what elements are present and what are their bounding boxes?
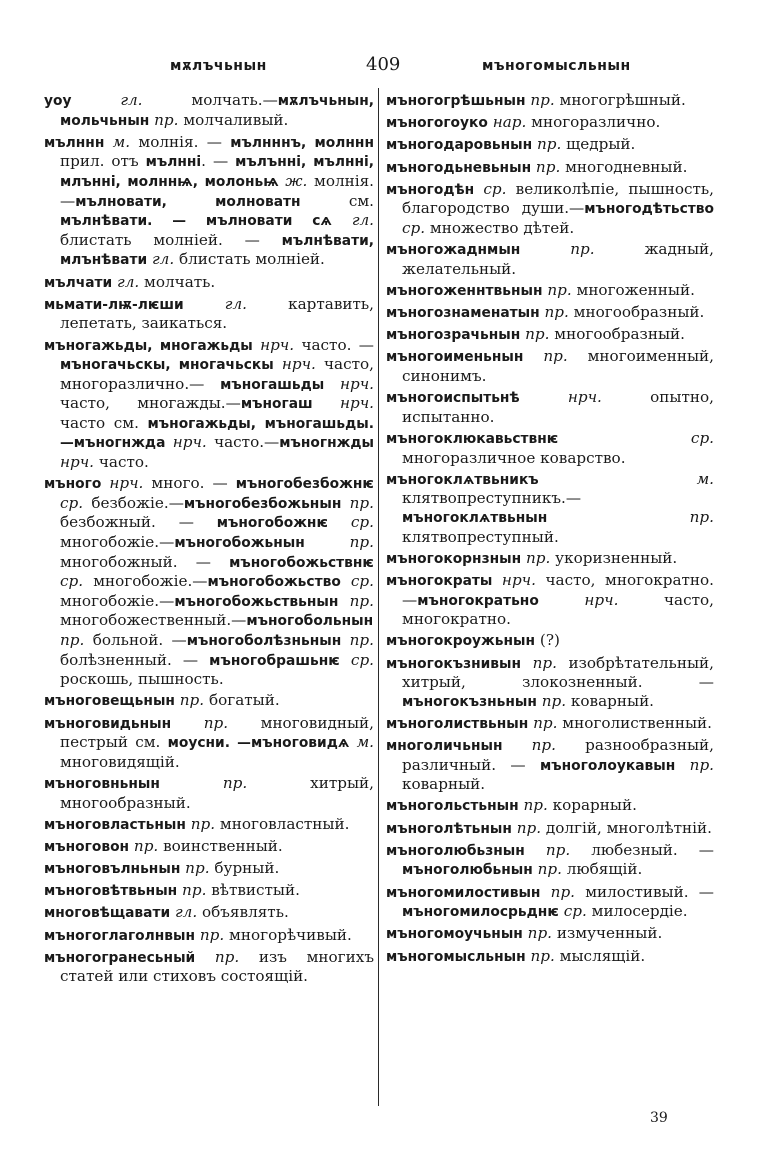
entry-headword: мъногоглаголнвын: [44, 927, 196, 944]
entry-definition: изъ многихъ статей или стиховъ состоящій.: [60, 947, 374, 986]
entry-headword: мъногократы: [386, 572, 493, 589]
entry-definition: корарный.: [547, 796, 637, 815]
grammar-label: гл.: [170, 903, 198, 922]
entry-headword: мъногознаменатын: [386, 305, 540, 322]
entry-headword: мъногольстьнын: [386, 798, 519, 815]
left-column: [44, 91, 374, 989]
entry-definition: прил. отъ: [60, 152, 146, 171]
entry-headword: мълнѣвати, млънѣвати: [60, 232, 374, 269]
dictionary-entry: [44, 926, 374, 946]
grammar-label: гл.: [183, 294, 247, 313]
entry-headword: многоличьнын: [386, 738, 503, 755]
entry-definition: многобожіе.—: [83, 572, 208, 591]
dictionary-entry: [386, 947, 714, 967]
entry-headword: мъноголюбьзнын: [386, 842, 525, 859]
entry-definition: жадный, желательный.: [402, 240, 714, 278]
grammar-label: ср.: [339, 650, 374, 669]
entry-definition: объявлять.: [197, 903, 289, 922]
dictionary-entry: [386, 325, 714, 345]
grammar-label: пр.: [177, 881, 207, 900]
entry-headword: мъногобезбожьнын: [183, 495, 342, 512]
entry-definition: блистать молніей. —: [60, 230, 282, 249]
grammar-label: ср.: [60, 572, 84, 591]
dictionary-entry: [386, 113, 714, 133]
dictionary-entry: [386, 924, 714, 944]
entry-definition: многогрѣшный.: [554, 91, 686, 109]
entry-headword: уоу: [44, 93, 72, 109]
dictionary-entry: [44, 837, 374, 857]
entry-headword: мъноголюбьнын: [402, 862, 533, 879]
entry-headword: мъногомилостивын: [386, 884, 541, 901]
entry-headword: мъногомысльнын: [386, 948, 526, 965]
entry-definition: хитрый, многообразный.: [60, 773, 374, 812]
dictionary-entry: [386, 158, 714, 178]
entry-definition: роскошь, пышность.: [60, 670, 224, 689]
entry-definition: многоименный, синонимъ.: [402, 347, 714, 386]
grammar-label: пр.: [540, 882, 576, 901]
entry-definition: многовидный, пестрый см.: [60, 713, 374, 752]
grammar-label: ср.: [60, 493, 84, 512]
entry-headword: мъногобожьствнѥ: [229, 554, 374, 571]
grammar-label: пр.: [525, 946, 555, 965]
entry-headword: мъногобожнѥ: [216, 515, 329, 532]
entry-definition: блистать молніей.: [174, 250, 325, 269]
entry-definition: коварный.: [402, 775, 486, 794]
entry-definition: любезный. —: [570, 840, 714, 859]
dictionary-entry: [44, 273, 374, 293]
entry-headword: мъногобольнын: [246, 613, 374, 630]
entry-definition: множество дѣтей.: [425, 218, 575, 237]
grammar-label: пр.: [675, 755, 714, 774]
signature-mark: 39: [650, 1110, 668, 1126]
grammar-label: м.: [104, 132, 131, 151]
entry-definition: молнія. —: [130, 132, 231, 151]
grammar-label: пр.: [341, 631, 374, 649]
entry-headword: мъногомилосрьднѥ: [402, 904, 559, 921]
grammar-label: нрч.: [519, 388, 602, 407]
entry-headword: мъноговон: [44, 838, 130, 855]
entry-definition: любящій.: [561, 860, 643, 879]
entry-definition: часто, многоразлично.—: [60, 355, 374, 393]
entry-definition: см.: [300, 191, 374, 210]
entry-definition: часто см.: [60, 413, 148, 432]
grammar-label: нрч.: [538, 590, 619, 609]
grammar-label: пр.: [195, 925, 225, 944]
entry-headword: мъноговидьнын: [44, 715, 172, 732]
entry-headword: мъноговѣтвьнын: [44, 883, 178, 900]
grammar-label: ж.: [278, 171, 308, 190]
grammar-label: пр.: [180, 859, 210, 878]
entry-headword: мълнннъ, молннн: [230, 134, 374, 151]
entry-headword: мъноголиствьнын: [386, 715, 529, 732]
grammar-label: м.: [538, 469, 714, 488]
entry-definition: часто. —: [294, 335, 374, 354]
grammar-label: м.: [349, 733, 374, 752]
grammar-label: ср.: [474, 179, 507, 198]
entry-headword: мъного: [44, 476, 102, 493]
entry-definition: многобожіе.—: [60, 591, 175, 610]
entry-headword: мъногачьскы, многачьскы: [60, 357, 274, 374]
grammar-label: пр.: [532, 860, 562, 879]
grammar-label: пр.: [520, 325, 550, 344]
dictionary-entry: [386, 549, 714, 569]
entry-definition: богатый.: [204, 691, 280, 710]
entry-definition: часто.: [94, 453, 149, 472]
dictionary-entry: [386, 819, 714, 839]
grammar-label: нар.: [487, 113, 527, 132]
entry-headword: мъногогоуко: [386, 115, 488, 132]
grammar-label: гл.: [147, 250, 175, 269]
entry-headword: мъногомоучьнын: [386, 926, 523, 943]
grammar-label: гл.: [112, 272, 140, 291]
entry-definition: молчать.: [139, 272, 216, 291]
entry-definition: коварный.: [566, 691, 655, 710]
entry-definition: многорѣчивый.: [224, 925, 352, 944]
grammar-label: пр.: [522, 924, 553, 943]
dictionary-entry: [386, 714, 714, 734]
entry-headword: мъноголѣтьнын: [386, 820, 512, 837]
entry-definition: молчаливый.: [178, 110, 289, 129]
entry-headword: мъногнжды: [279, 435, 374, 452]
entry-headword: мъногокъзнивын: [386, 655, 522, 672]
entry-headword: мъногоболѣзньнын: [186, 633, 342, 649]
running-header: [44, 52, 716, 82]
grammar-label: пр.: [528, 713, 558, 732]
entry-definition: часто, многажды.—: [60, 394, 241, 413]
dictionary-entry: [386, 631, 714, 651]
right-column: [386, 91, 714, 969]
entry-headword: мъногоженнтвьнын: [386, 282, 543, 299]
grammar-label: ср.: [558, 429, 714, 448]
grammar-label: гл.: [331, 211, 374, 230]
entry-definition: часто, многократно.—: [402, 570, 714, 609]
entry-definition: многовластный.: [215, 814, 350, 833]
grammar-label: пр.: [338, 591, 374, 610]
grammar-label: ср.: [558, 902, 587, 921]
grammar-label: пр.: [304, 533, 374, 552]
entry-headword: мълнні: [145, 154, 202, 171]
entry-definition: многодневный.: [560, 157, 688, 176]
grammar-label: пр.: [532, 135, 562, 154]
entry-headword: мъногодаровьнын: [386, 137, 533, 154]
grammar-label: пр.: [174, 691, 205, 710]
dictionary-entry: [386, 180, 714, 238]
dictionary-entry: [386, 388, 714, 426]
page-number: 409: [366, 54, 401, 75]
entry-definition: многоразличное коварство.: [402, 448, 626, 467]
entry-definition: часто, многократно.: [402, 590, 714, 629]
entry-headword: мълчати: [44, 274, 113, 291]
dictionary-entry: [44, 336, 374, 472]
grammar-label: нрч.: [492, 570, 536, 589]
entry-definition: изобрѣтательный, хитрый, злокозненный. —: [402, 653, 714, 692]
dictionary-entry: [44, 774, 374, 812]
grammar-label: пр.: [521, 548, 551, 567]
dictionary-entry: [386, 796, 714, 816]
entry-headword: мъногажьды, мъногашьды.—мъногнжда: [60, 415, 374, 452]
entry-headword: мълънні, мълнні, млънні, молннѩ, молоньѩ: [60, 154, 375, 190]
entry-definition: воинственный.: [158, 836, 283, 855]
entry-headword: мъноговластьнын: [44, 816, 186, 833]
entry-headword: мъногобезбожнѥ: [235, 476, 374, 493]
entry-definition: разнообразный, различный. —: [402, 736, 714, 774]
entry-definition: многоженный.: [571, 280, 695, 299]
entry-definition: многолиственный.: [557, 713, 712, 732]
dictionary-entry: [386, 303, 714, 323]
grammar-label: пр.: [525, 91, 555, 109]
dictionary-entry: [386, 736, 714, 794]
left-running-headword: мѫлъчьнын: [170, 58, 267, 74]
dictionary-entry: [386, 135, 714, 155]
entry-headword: мъногогрѣшьнын: [386, 93, 526, 109]
entry-headword: моусни. —мъноговидѧ: [167, 735, 350, 752]
entry-definition: милосердіе.: [586, 902, 688, 921]
dictionary-entry: [44, 474, 374, 689]
dictionary-entry: [44, 714, 374, 772]
entry-definition: клятвопреступникъ.—: [402, 489, 582, 508]
entry-definition: (?): [535, 631, 560, 650]
grammar-label: пр.: [536, 691, 567, 710]
entry-headword: мъногозрачьнын: [386, 327, 521, 344]
entry-definition: измученный.: [552, 924, 663, 943]
grammar-label: пр.: [547, 508, 714, 526]
entry-headword: мълновати, молноватн: [75, 193, 301, 210]
dictionary-entry: [386, 240, 714, 278]
dictionary-entry: [44, 903, 374, 923]
dictionary-entry: [386, 281, 714, 301]
dictionary-entry: [386, 841, 714, 880]
entry-headword: мъногобожьствьнын: [174, 593, 339, 610]
entry-headword: мъногоклѧтвьникъ: [386, 471, 539, 488]
grammar-label: нрч.: [165, 433, 207, 452]
dictionary-entry: [44, 948, 374, 986]
entry-headword: мъногоиспытьнѣ: [386, 390, 520, 407]
dictionary-entry: [386, 883, 714, 922]
entry-headword: мъногобожьнын: [174, 535, 305, 552]
entry-definition: часто.—: [206, 433, 280, 452]
grammar-label: пр.: [524, 840, 571, 859]
entry-headword: мъногокорнзнын: [386, 550, 522, 567]
entry-definition: щедрый.: [561, 135, 636, 154]
dictionary-entry: [44, 859, 374, 879]
entry-headword: мъногогранесьный: [44, 949, 196, 966]
column-divider: [378, 88, 379, 1106]
grammar-label: нрч.: [273, 355, 316, 374]
dictionary-entry: [386, 470, 714, 546]
entry-definition: укоризненный.: [550, 548, 678, 567]
grammar-label: нрч.: [101, 474, 144, 493]
entry-definition: молнія.—: [60, 171, 375, 210]
entry-definition: многобожественный.—: [60, 611, 247, 630]
grammar-label: пр.: [502, 736, 556, 755]
entry-headword: мъногашьды: [220, 376, 325, 393]
grammar-label: ср.: [402, 218, 426, 237]
entry-headword: мъноговньнын: [44, 775, 160, 792]
entry-definition: вѣтвистый.: [206, 881, 300, 900]
entry-definition: многообразный.: [549, 325, 685, 344]
grammar-label: пр.: [518, 796, 548, 815]
entry-headword: мъногокъзньнын: [402, 693, 537, 710]
grammar-label: пр.: [185, 814, 216, 833]
entry-headword: мъноговълньнын: [44, 861, 181, 878]
grammar-label: пр.: [60, 631, 85, 649]
entry-definition: многобожіе.—: [60, 533, 175, 552]
grammar-label: нрч.: [312, 394, 374, 413]
dictionary-entry: [386, 654, 714, 712]
grammar-label: пр.: [511, 818, 542, 837]
entry-definition: великолѣпіе, пышность, благородство души.—: [402, 179, 714, 218]
entry-headword: мъногодѣтьство: [584, 201, 714, 218]
entry-definition: милостивый. —: [575, 882, 714, 901]
grammar-label: пр.: [341, 493, 374, 512]
dictionary-entry: [386, 571, 714, 629]
dictionary-entry: [386, 429, 714, 467]
entry-headword: мъногажьды, многажьды: [44, 337, 253, 354]
entry-headword: мъногокроужьнын: [386, 633, 536, 650]
entry-headword: мъноговещьнын: [44, 693, 175, 710]
entry-definition: клятвопреступный.: [402, 527, 559, 546]
entry-headword: мъногоименьнын: [386, 349, 524, 366]
entry-headword: мъногодѣн: [386, 181, 475, 198]
dictionary-entry: [44, 815, 374, 835]
dictionary-entry: [44, 133, 374, 270]
grammar-label: пр.: [129, 836, 159, 855]
entry-headword: мъногодьневьнын: [386, 159, 532, 176]
grammar-label: нрч.: [252, 335, 295, 354]
dictionary-entry: [386, 347, 714, 385]
entry-headword: мъногобожьство: [207, 574, 341, 591]
dictionary-entry: [44, 295, 374, 333]
entry-headword: мълннн: [44, 134, 105, 151]
dictionary-entry: [44, 881, 374, 901]
entry-headword: мъноголоукавын: [539, 757, 676, 774]
entry-headword: мъногократьно: [417, 592, 539, 609]
grammar-label: пр.: [195, 947, 240, 966]
entry-definition: опытно, испытанно.: [402, 388, 714, 426]
entry-definition: многообразный.: [568, 303, 705, 322]
grammar-label: пр.: [520, 240, 595, 259]
entry-headword: мъногаш: [240, 396, 313, 413]
grammar-label: пр.: [159, 773, 248, 792]
entry-headword: мълнѣвати. — мълновати сѧ: [60, 213, 332, 230]
entry-headword: мѫлъчьнын, мольчьнын: [60, 93, 374, 129]
entry-definition: многоразлично.: [526, 113, 661, 132]
grammar-label: нрч.: [324, 374, 374, 393]
entry-definition: молчать.—: [142, 91, 278, 109]
grammar-label: ср.: [340, 572, 374, 591]
grammar-label: нрч.: [60, 453, 95, 472]
grammar-label: пр.: [523, 347, 568, 366]
grammar-label: пр.: [531, 157, 561, 176]
entry-definition: картавить, лепетать, заикаться.: [60, 294, 374, 333]
grammar-label: пр.: [539, 303, 569, 322]
entry-headword: мъногоклѧтвьнын: [402, 510, 548, 526]
grammar-label: ср.: [328, 513, 374, 532]
entry-definition: долгій, многолѣтній.: [541, 818, 712, 837]
entry-definition: безбожіе.—: [83, 493, 184, 512]
dictionary-entry: [44, 91, 374, 130]
entry-definition: многобожный. —: [60, 552, 230, 571]
right-running-headword: мъногомысльнын: [482, 58, 631, 74]
entry-definition: больной. —: [84, 631, 187, 649]
dictionary-entry: [386, 91, 714, 111]
grammar-label: гл.: [71, 91, 143, 109]
entry-definition: болѣзненный. —: [60, 650, 210, 669]
dictionary-entry: [44, 691, 374, 711]
entry-headword: мьмати-лѭ-лѥши: [44, 296, 184, 313]
entry-headword: мъногожаднмын: [386, 242, 521, 259]
grammar-label: пр.: [171, 713, 229, 732]
entry-definition: много. —: [143, 474, 236, 493]
entry-definition: безбожный. —: [60, 513, 217, 532]
entry-headword: многовѣщавати: [44, 905, 171, 922]
entry-headword: мъногоклюкавьствнѥ: [386, 431, 559, 448]
entry-definition: многовидящій.: [60, 752, 180, 771]
entry-headword: мъногобрашьнѥ: [209, 652, 340, 669]
grammar-label: пр.: [521, 653, 557, 672]
grammar-label: пр.: [542, 280, 572, 299]
grammar-label: пр.: [149, 110, 179, 129]
entry-definition: бурный.: [209, 859, 280, 878]
entry-definition: мыслящій.: [554, 946, 646, 965]
entry-definition: . —: [201, 152, 236, 171]
